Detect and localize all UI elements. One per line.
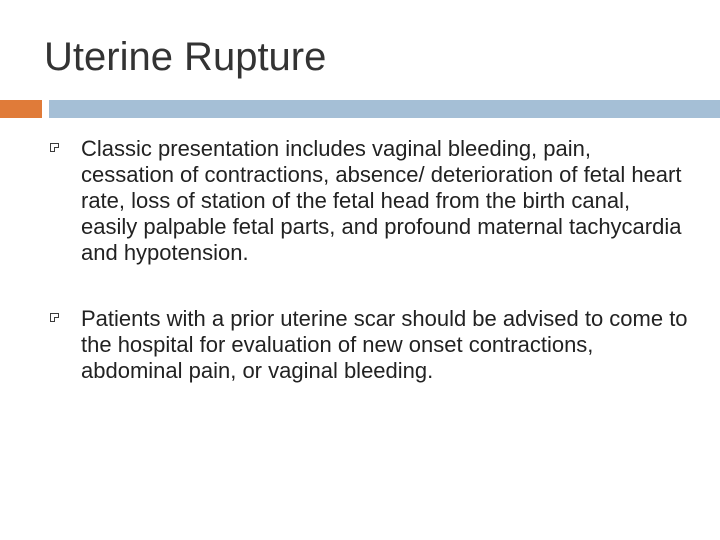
bullet-item xyxy=(50,136,690,266)
bullet-item xyxy=(50,306,690,384)
hollow-square-bullet-icon xyxy=(50,313,59,322)
bullet-list xyxy=(50,136,690,384)
hollow-square-bullet-icon xyxy=(50,143,59,152)
bullet-text: Patients with a prior uterine scar should be advised to come to the hospital for evaluation of new onset contractions, abdominal pain, or vaginal bleeding. xyxy=(81,306,688,383)
title-accent-bar xyxy=(0,100,42,118)
bullet-text: Classic presentation includes vaginal bleeding, pain, cessation of contractions, absence/ deterioration of fetal heart rate, loss of station of the fetal head from the birth canal, easily palpable fetal parts, and profound maternal tachycardia and hypotension. xyxy=(81,136,682,265)
title-rule-bar xyxy=(49,100,720,118)
slide-title: Uterine Rupture xyxy=(44,35,327,79)
